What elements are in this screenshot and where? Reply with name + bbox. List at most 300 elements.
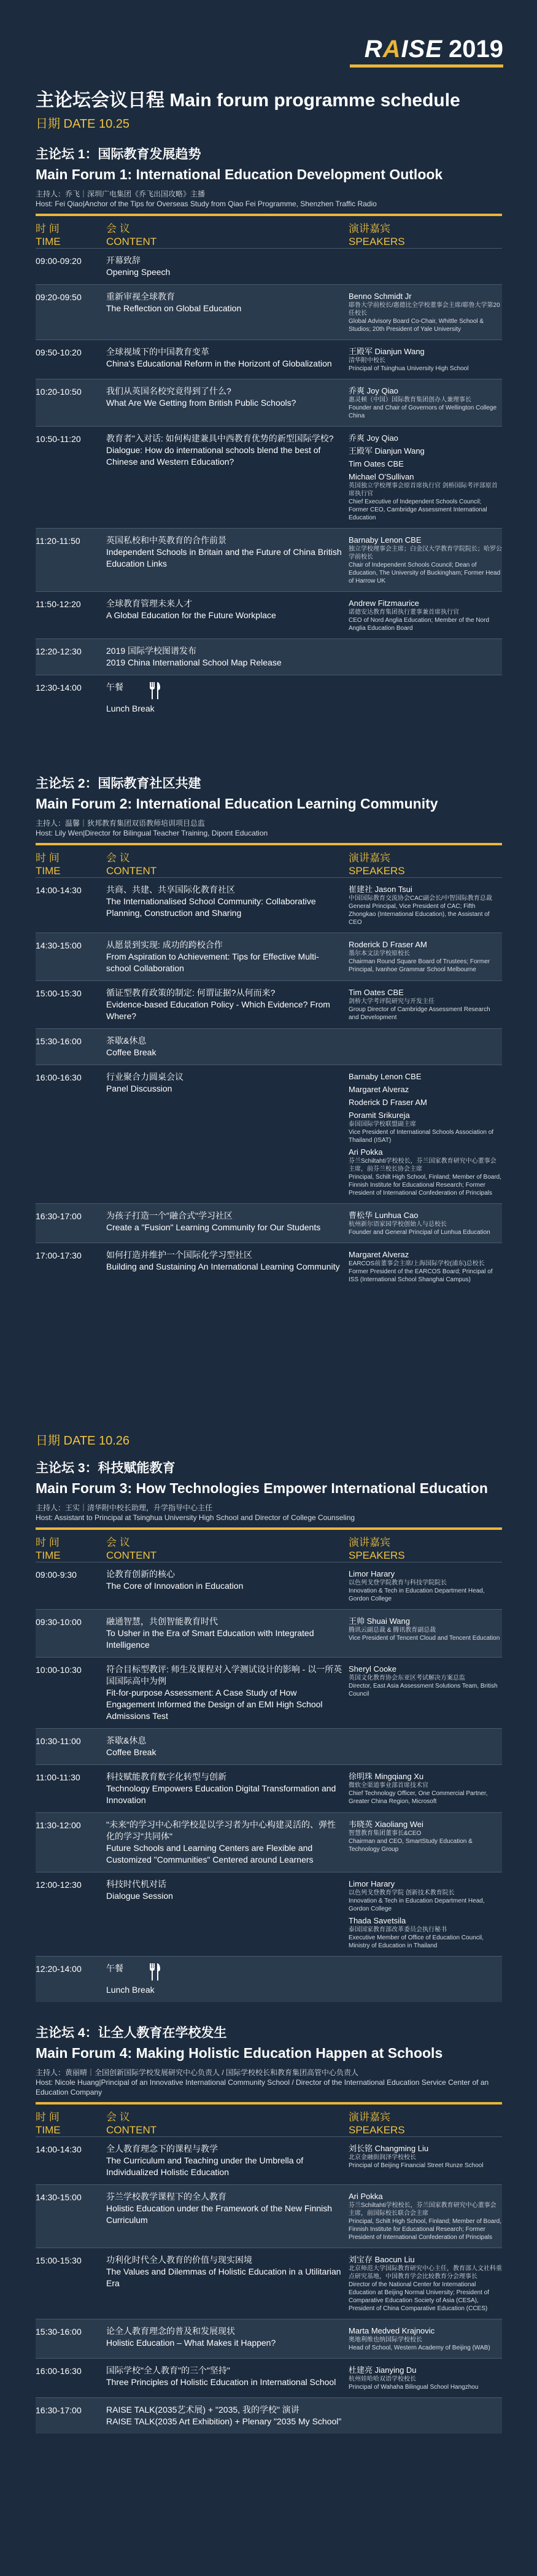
session-content [106,1879,349,1950]
session-time: 09:20-09:50 [36,292,82,302]
session-title-en: Holistic Education – What Makes it Happen? [106,2338,276,2348]
speaker [349,2326,502,2352]
speaker-name: Benno Schmidt Jr [349,292,412,301]
speaker-title: 独立学校理事会主席；白金汉大学教育学院院长；哈罗公学前校长 Chair of Independent Schools Council; Dean of Education, The University of Buckingham; Former Head of Harrow UK [349,546,502,584]
table-header [36,222,502,248]
header-speakers-cn: 演讲嘉宾 [349,1537,390,1548]
session-time: 10:50-11:20 [36,434,81,444]
speaker [349,346,502,373]
forum-section-2 [36,774,502,1290]
session-title-cn: 芬兰学校教学课程下的全人教育 [106,2192,226,2202]
session-title-en-line [106,2337,342,2349]
speaker-title: 耶鲁大学前校长/惠德比全学校董事会主席/耶鲁大学第20任校长 Global Advisory Board Co-Chair, Whittle School & Studios; 20th President of Yale University [349,302,500,333]
header-content [106,2111,349,2136]
session-title-en: Lunch Break [106,704,155,713]
speaker-title: 微软全渠道事业部首席技术官 Chief Technology Officer, One Commercial Partner, Greater China Region, Microsoft [349,1782,488,1805]
session-speakers [349,1210,502,1236]
session-content [106,433,349,522]
session-title-en-line [106,2416,342,2427]
speaker [349,446,502,456]
session-title-cn: 科技时代机对话 [106,1879,166,1889]
session-speakers [349,1616,502,1651]
session-content [106,535,349,585]
host-en: Host: Fei Qiao|Anchor of the Tips for Overseas Study from Qiao Fei Programme, Shenzhen Traffic Radio [36,200,377,208]
forum-title-cn: 主论坛 3：科技赋能教育 [36,1461,176,1475]
forum-section-3 [36,1458,502,2002]
session-time: 16:00-16:30 [36,1073,82,1082]
session-title-en: The Internationalised School Community: Collaborative Planning, Construction and Sharing [106,896,316,918]
speaker-title: 清华附中校长 Principal of Tsinghua University High School [349,357,469,372]
logo-year: 2019 [449,36,503,63]
session-speakers [349,346,502,373]
session-title-en-line [106,999,342,1022]
session-time: 15:00-15:30 [36,2256,82,2265]
speaker-title: 惠灵顿（中国）国际教育集团创办人兼理事长 Founder and Chair of Governors of Wellington College China [349,397,497,419]
speaker [349,2143,502,2170]
session-title-en-line [106,2203,342,2226]
header-time-en: TIME [36,865,61,877]
session-time: 17:00-17:30 [36,1251,82,1260]
speaker-name: Andrew Fitzmaurice [349,599,419,608]
session-title-en-line [106,303,342,314]
session-speakers [349,1071,502,1197]
session-time: 11:50-12:20 [36,599,81,609]
session-title-en: Fit-for-purpose Assessment: A Case Study of How Engagement Informed the Design of an EMI High School Admissions Test [106,1688,323,1721]
session-title-en: Building and Sustaining An International Learning Community [106,1262,340,1271]
session-title-en-line [106,1580,342,1592]
host-cn: 主持人：黄丽晴｜全国创新国际学校发展研究中心负责人 / 国际学校校长和教育集团高管中心负责人 [36,2068,359,2077]
speaker-name: Tim Oates CBE [349,988,404,997]
session-time: 14:30-15:00 [36,941,82,950]
session-time: 09:00-09:20 [36,256,82,266]
session-title-en: China's Educational Reform in the Horizont of Globalization [106,359,332,368]
session-title-en: To Usher in the Era of Smart Education with Integrated Intelligence [106,1628,314,1650]
schedule-row [36,379,502,426]
session-title-en: The Core of Innovation in Education [106,1581,244,1591]
fork-knife-icon [148,681,161,703]
session-time: 15:30-16:00 [36,2327,82,2337]
speaker-name: 王殿军 Dianjun Wang [349,347,425,356]
forum-title-en: Main Forum 4: Making Holistic Education Happen at Schools [36,2045,443,2061]
speaker-name: 徐明珠 Mingqiang Xu [349,1772,424,1781]
speaker-name: 曹松华 Lunhua Cao [349,1211,419,1220]
speaker-name: 乔爽 Joy Qiao [349,386,398,395]
speaker-name: Barnaby Lenon CBE [349,535,422,545]
session-content [106,645,349,669]
session-time: 15:30-16:00 [36,1036,82,1046]
speaker-title: 诺德安达教育集团执行董事兼首席执行官 CEO of Nord Anglia Education; Member of the Nord Anglia Education Board [349,609,490,632]
speaker-name: 王帅 Shuai Wang [349,1616,410,1626]
speaker-title: 杭州娃哈哈双语学校校长 Principal of Wahaha Bilingual School Hangzhou [349,2376,479,2391]
header-time [36,852,106,877]
speaker [349,1084,502,1095]
speaker-name: 崔建社 Jason Tsui [349,885,412,894]
session-speakers [349,255,502,278]
speaker-name: Thada Savetsila [349,1916,406,1925]
session-content [106,346,349,373]
header-speakers [349,1536,502,1562]
speaker-title: 泰国国家教育部改革委员会执行秘书 Executive Member of Office of Education Council, Ministry of Education in Thailand [349,1926,484,1949]
speaker-title: 剑桥大学考评院研究与开发主任 Group Director of Cambridge Assessment Research and Development [349,998,490,1021]
forum-title-cn: 主论坛 4：让全人教育在学校发生 [36,2026,227,2040]
session-speakers [349,681,502,715]
section-divider [36,1527,502,1530]
session-title-en: Create a "Fusion" Learning Community for Our Students [106,1222,321,1232]
session-speakers [349,2143,502,2178]
speaker [349,1097,502,1108]
speaker-title: 以色列戈登教育学院 创新技术教育院长 Innovation & Tech in Education Department Head, Gordon College [349,1890,485,1912]
page-title: 主论坛会议日程 Main forum programme schedule [36,90,460,111]
session-speakers [349,1771,502,1806]
speaker [349,884,502,926]
header-speakers-en: SPEAKERS [349,1550,405,1561]
session-title-cn: 国际学校"全人教育"的三个"坚持" [106,2365,230,2375]
session-title-cn: 重新审视全球教育 [106,292,175,301]
header-time-en: TIME [36,236,61,247]
speaker [349,1616,502,1642]
speaker-title: 北京金融街润泽学校校长 Principal of Beijing Financial Street Runze School [349,2154,484,2169]
header-speakers-en: SPEAKERS [349,236,405,247]
speaker-name: Michael O'Sullivan [349,472,414,481]
session-title-cn: 茶歇&休息 [106,1036,147,1046]
session-speakers [349,645,502,669]
session-title-en-line [106,546,342,570]
speaker [349,1210,502,1236]
header-speakers [349,852,502,877]
session-time: 12:20-12:30 [36,646,82,656]
speaker-name: Poramit Srikureja [349,1111,410,1120]
session-title-en: Independent Schools in Britain and the Future of China British Education Links [106,547,342,568]
session-content [106,681,349,715]
session-title-cn: 茶歇&休息 [106,1736,147,1745]
session-title-en: A Global Education for the Future Workplace [106,610,276,620]
session-time: 14:30-15:00 [36,2192,82,2202]
session-time: 10:00-10:30 [36,1665,82,1675]
header-content-cn: 会 议 [106,852,130,864]
session-title-cn: 全球视域下的中国教育变革 [106,347,209,357]
session-speakers [349,2365,502,2391]
speaker-name: 乔爽 Joy Qiao [349,433,398,443]
session-title-cn: 教育者"入对话: 如何构建兼具中西教育优势的新型国际学校? [106,433,334,443]
session-title-en-line [106,1627,342,1651]
forum-section-1 [36,144,502,721]
section-divider [36,843,502,845]
speaker [349,1915,502,1950]
header-speakers-cn: 演讲嘉宾 [349,2111,390,2123]
session-title-en-line [106,1222,342,1233]
schedule-row [36,2248,502,2319]
speaker-title: 英国独立学校理事会原首席执行官 剑桥国际考评部原首席执行官 Chief Executive of Independent Schools Council; Former CEO, Cambridge Assessment International Education [349,483,498,521]
session-title-cn: 论全人教育理念的普及和发展现状 [106,2326,235,2336]
session-time: 12:30-14:00 [36,683,82,692]
header-content [106,1536,349,1562]
session-speakers [349,1735,502,1758]
session-content [106,2191,349,2241]
schedule-row [36,528,502,591]
session-speakers [349,1569,502,1603]
session-title-en-line [106,1687,342,1722]
session-title-cn: 符合目标型教评: 师生及课程对入学测试设计的影响 - 以一所英国国际高中为例 [106,1664,342,1686]
speaker-title: 奥地利维也纳国际学校校长 Head of School, Western Academy of Beijing (WAB) [349,2337,490,2351]
speaker-title: 杭州新尔语家园学校创始人与总校长 Founder and General Principal of Lunhua Education [349,1221,490,1236]
session-title-cn: 融通智慧，共创智能教育时代 [106,1616,218,1626]
session-title-cn: 循证型教育政策的制定: 何谓证据?从何而来? [106,988,276,998]
speaker [349,386,502,420]
session-title-en: From Aspiration to Achievement: Tips for Effective Multi-school Collaboration [106,952,319,973]
session-speakers [349,987,502,1022]
logo-underline [350,64,503,68]
schedule-row [36,2358,502,2397]
session-title-en: Opening Speech [106,267,171,277]
speaker [349,1771,502,1806]
session-title-en-line [106,1842,342,1866]
session-title-cn: "未来"的学习中心和学校是以学习者为中心构建灵活的、弹性化的学习"共同体" [106,1820,336,1841]
speaker-title: 腾讯云副总裁 & 腾讯教育副总裁 Vice President of Tencent Cloud and Tencent Education [349,1627,500,1642]
session-time: 16:30-17:00 [36,1211,82,1221]
session-title-en-line [106,1083,342,1095]
session-title-en: Technology Empowers Education Digital Transformation and Innovation [106,1783,336,1805]
speaker-name: Limor Harary [349,1569,395,1578]
session-speakers [349,1879,502,1950]
forum-title-en: Main Forum 1: International Education Development Outlook [36,166,443,182]
session-content [106,1210,349,1236]
session-title-cn: 2019 国际学校图谱发布 [106,646,197,656]
session-title-en: Coffee Break [106,1047,156,1057]
header-speakers [349,222,502,248]
session-content [106,884,349,926]
host-cn: 主持人：乔飞｜深圳广电集团《乔飞出国攻略》主播 [36,190,206,198]
session-time: 09:00-9:30 [36,1570,77,1580]
speaker-name: 杜建亮 Jianying Du [349,2365,417,2375]
session-time: 09:30-10:00 [36,1617,82,1627]
session-speakers [349,939,502,974]
speaker [349,1249,502,1284]
speaker-title: 以色列戈登学院教育与科技学院院长 Innovation & Tech in Education Department Head, Gordon College [349,1580,485,1602]
session-title-en-line [106,444,342,468]
table-header [36,1536,502,1562]
session-title-en: RAISE TALK(2035 Art Exhibition) + Plenary "2035 My School" [106,2416,342,2426]
session-title-cn: 午餐 [106,1963,342,1984]
header-time-en: TIME [36,2124,61,2136]
speaker-title: 智慧教育集团董事长&CEO Chairman and CEO, SmartStudy Education & Technology Group [349,1830,473,1853]
session-title-cn: 共商、共建、共享国际化教育社区 [106,885,235,894]
speaker [349,291,502,333]
session-content [106,1569,349,1603]
header-speakers-cn: 演讲嘉宾 [349,852,390,864]
session-title-en: Three Principles of Holistic Education in International School [106,2377,336,2387]
session-content [106,598,349,632]
forum-title-cn: 主论坛 1：国际教育发展趋势 [36,147,201,161]
schedule-row [36,2397,502,2434]
session-time: 15:00-15:30 [36,988,82,998]
schedule-row [36,1243,502,1290]
header-content-en: CONTENT [106,2124,157,2136]
schedule-row [36,591,502,638]
schedule-row [36,877,502,933]
session-title-cn: 开幕致辞 [106,255,141,265]
speaker-name: Margaret Alveraz [349,1085,409,1094]
speaker [349,1664,502,1698]
host-cn: 主持人：王实｜清华附中校长助理，升学指导中心主任 [36,1503,213,1512]
section-divider [36,214,502,216]
session-content [106,939,349,974]
speaker-name: 王殿军 Dianjun Wang [349,446,425,456]
session-title-en: The Values and Dilemmas of Holistic Education in a Utilitarian Era [106,2267,341,2288]
schedule-row [36,1609,502,1657]
session-content [106,1071,349,1197]
schedule-row [36,2136,502,2184]
session-title-en: The Curriculum and Teaching under the Umbrella of Individualized Holistic Education [106,2155,304,2177]
host-en: Host: Lily Wen|Director for Bilingual Teacher Training, Dipont Education [36,829,268,837]
session-content [106,1771,349,1806]
session-time: 12:20-14:00 [36,1964,82,1974]
session-time: 11:20-11:50 [36,536,80,546]
session-time: 09:50-10:20 [36,347,82,357]
session-title-en: Coffee Break [106,1747,156,1757]
session-title-en-line [106,1747,342,1758]
session-speakers [349,884,502,926]
speaker [349,1569,502,1603]
session-content [106,1819,349,1866]
session-time: 11:30-12:00 [36,1820,81,1830]
speaker [349,598,502,632]
session-time: 14:00-14:30 [36,2144,82,2154]
speaker-title: 中国国际教育交流协会CAC副会长/中智国际教育总裁 General Principal, Vice President of CAC; Fifth Zhongkao (International Education), the Assistant of CEO [349,895,492,926]
speaker-name: Roderick D Fraser AM [349,940,427,949]
session-speakers [349,386,502,420]
session-speakers [349,433,502,522]
schedule-row [36,284,502,339]
session-title-en-line [106,397,342,409]
session-title-en: Panel Discussion [106,1084,172,1093]
speaker-title: EARCOS前董事会主席/上海国际学校(浦东)总校长 Former President of the EARCOS Board; Principal of ISS (International School Shanghai Campus) [349,1260,493,1283]
table-header [36,2111,502,2136]
session-speakers [349,2254,502,2313]
session-speakers [349,2326,502,2352]
speaker-title: 芬兰Schiltahti学校校长，芬兰国家教育研究中心董事会主席，前国际校长联合会主席 Principal, Schilt High School, Finland; Member of Board, Finnish Institute for Educational Research; Former President of International Confederation of Principals [349,2202,502,2241]
header-speakers-en: SPEAKERS [349,865,405,877]
session-title-cn: RAISE TALK(2035艺术展) + "2035, 我的学校" 演讲 [106,2405,299,2415]
header-time-cn: 时 间 [36,223,60,235]
speaker-name: Barnaby Lenon CBE [349,1072,422,1081]
schedule-row [36,1728,502,1764]
header-content [106,852,349,877]
header-time-en: TIME [36,1550,61,1561]
schedule-row [36,1812,502,1872]
speaker-name: 刘宝存 Baocun Liu [349,2255,415,2264]
session-title-en-line [106,610,342,621]
header-content [106,222,349,248]
schedule-row [36,675,502,721]
forum-title-cn: 主论坛 2：国际教育社区共建 [36,777,201,791]
host-cn: 主持人：温馨｜狄邦教育集团双语教师培训项目总监 [36,819,206,828]
session-content [106,386,349,420]
date-label-2: 日期 DATE 10.26 [36,1434,130,1448]
session-title-en-line [106,896,342,919]
session-title-cn: 为孩子打造一个"融合式"学习社区 [106,1211,233,1220]
speaker [349,535,502,585]
speaker-name: Limor Harary [349,1879,395,1888]
session-title-en-line [106,1984,342,1996]
header-content-cn: 会 议 [106,2111,130,2123]
speaker-name: Sheryl Cooke [349,1664,397,1674]
session-content [106,2365,349,2391]
session-title-en: What Are We Getting from British Public Schools? [106,398,296,408]
speaker-title: 泰国国际学校联盟副主席 Vice President of International Schools Association of Thailand (ISAT) [349,1121,494,1144]
speaker-title: 墨尔本文法学校原校长 Chairman Round Square Board of Trustees; Former Principal, Ivanhoe Grammar School Melbourne [349,950,490,973]
session-title-cn: 从愿景到实现: 成功的跨校合作 [106,940,223,950]
session-speakers [349,2404,502,2427]
session-speakers [349,1819,502,1866]
speaker [349,1110,502,1144]
speaker-name: 刘长铭 Changming Liu [349,2144,429,2153]
session-speakers [349,598,502,632]
header-content-cn: 会 议 [106,223,130,235]
session-speakers [349,1664,502,1722]
section-divider [36,2102,502,2105]
session-title-en-line [106,1261,342,1273]
header-content-en: CONTENT [106,1550,157,1561]
header-time-cn: 时 间 [36,1537,60,1548]
speaker-title: 芬兰Schiltahti学校校长，芬兰国家教育研究中心董事会主席，前芬兰校长协会主席 Principal, Schilt High School, Finland; Member of Board, Finnish Institute for Educational Research; Former President of International Confederation of Principals [349,1158,502,1197]
session-title-cn: 论教育创新的核心 [106,1569,175,1579]
session-title-cn: 全人教育理念下的课程与教学 [106,2144,218,2154]
session-time: 10:20-10:50 [36,387,82,397]
header-time [36,1536,106,1562]
session-title-en-line [106,2376,342,2388]
speaker [349,2365,502,2391]
header-time-cn: 时 间 [36,2111,60,2123]
schedule-row [36,1657,502,1728]
speaker [349,2254,502,2313]
session-content [106,2254,349,2313]
session-title-cn: 如何打造并维护一个国际化学习型社区 [106,1250,252,1260]
header-speakers-en: SPEAKERS [349,2124,405,2136]
schedule-row [36,1872,502,1956]
session-title-en: Holistic Education under the Framework of the New Finnish Curriculum [106,2203,333,2225]
speaker-title: 英国文化教育协会东亚区考试解决方案总监 Director, East Asia Assessment Solutions Team, British Council [349,1675,498,1697]
session-content [106,1616,349,1651]
schedule-row [36,2184,502,2248]
session-time: 10:30-11:00 [36,1736,81,1746]
speaker-name: Ari Pokka [349,1147,383,1157]
forum-host [36,818,502,838]
header-time [36,2111,106,2136]
schedule-row [36,426,502,528]
schedule-row [36,933,502,980]
session-time: 12:00-12:30 [36,1880,82,1890]
header-speakers [349,2111,502,2136]
schedule-row [36,638,502,675]
session-time: 14:00-14:30 [36,885,82,895]
session-title-en-line [106,358,342,370]
speaker-name: Roderick D Fraser AM [349,1098,427,1107]
session-time: 11:00-11:30 [36,1772,80,1782]
session-content [106,2404,349,2427]
speaker [349,471,502,522]
session-content [106,2143,349,2178]
session-title-en-line [106,2155,342,2178]
speaker-name: Ari Pokka [349,2192,383,2201]
speaker [349,1879,502,1913]
session-title-en-line [106,1783,342,1806]
session-title-en: Evidence-based Education Policy - Which Evidence? From Where? [106,999,330,1021]
header-content-cn: 会 议 [106,1537,130,1548]
speaker [349,433,502,443]
session-time: 16:30-17:00 [36,2405,82,2415]
session-title-en-line [106,266,342,278]
session-speakers [349,1249,502,1284]
